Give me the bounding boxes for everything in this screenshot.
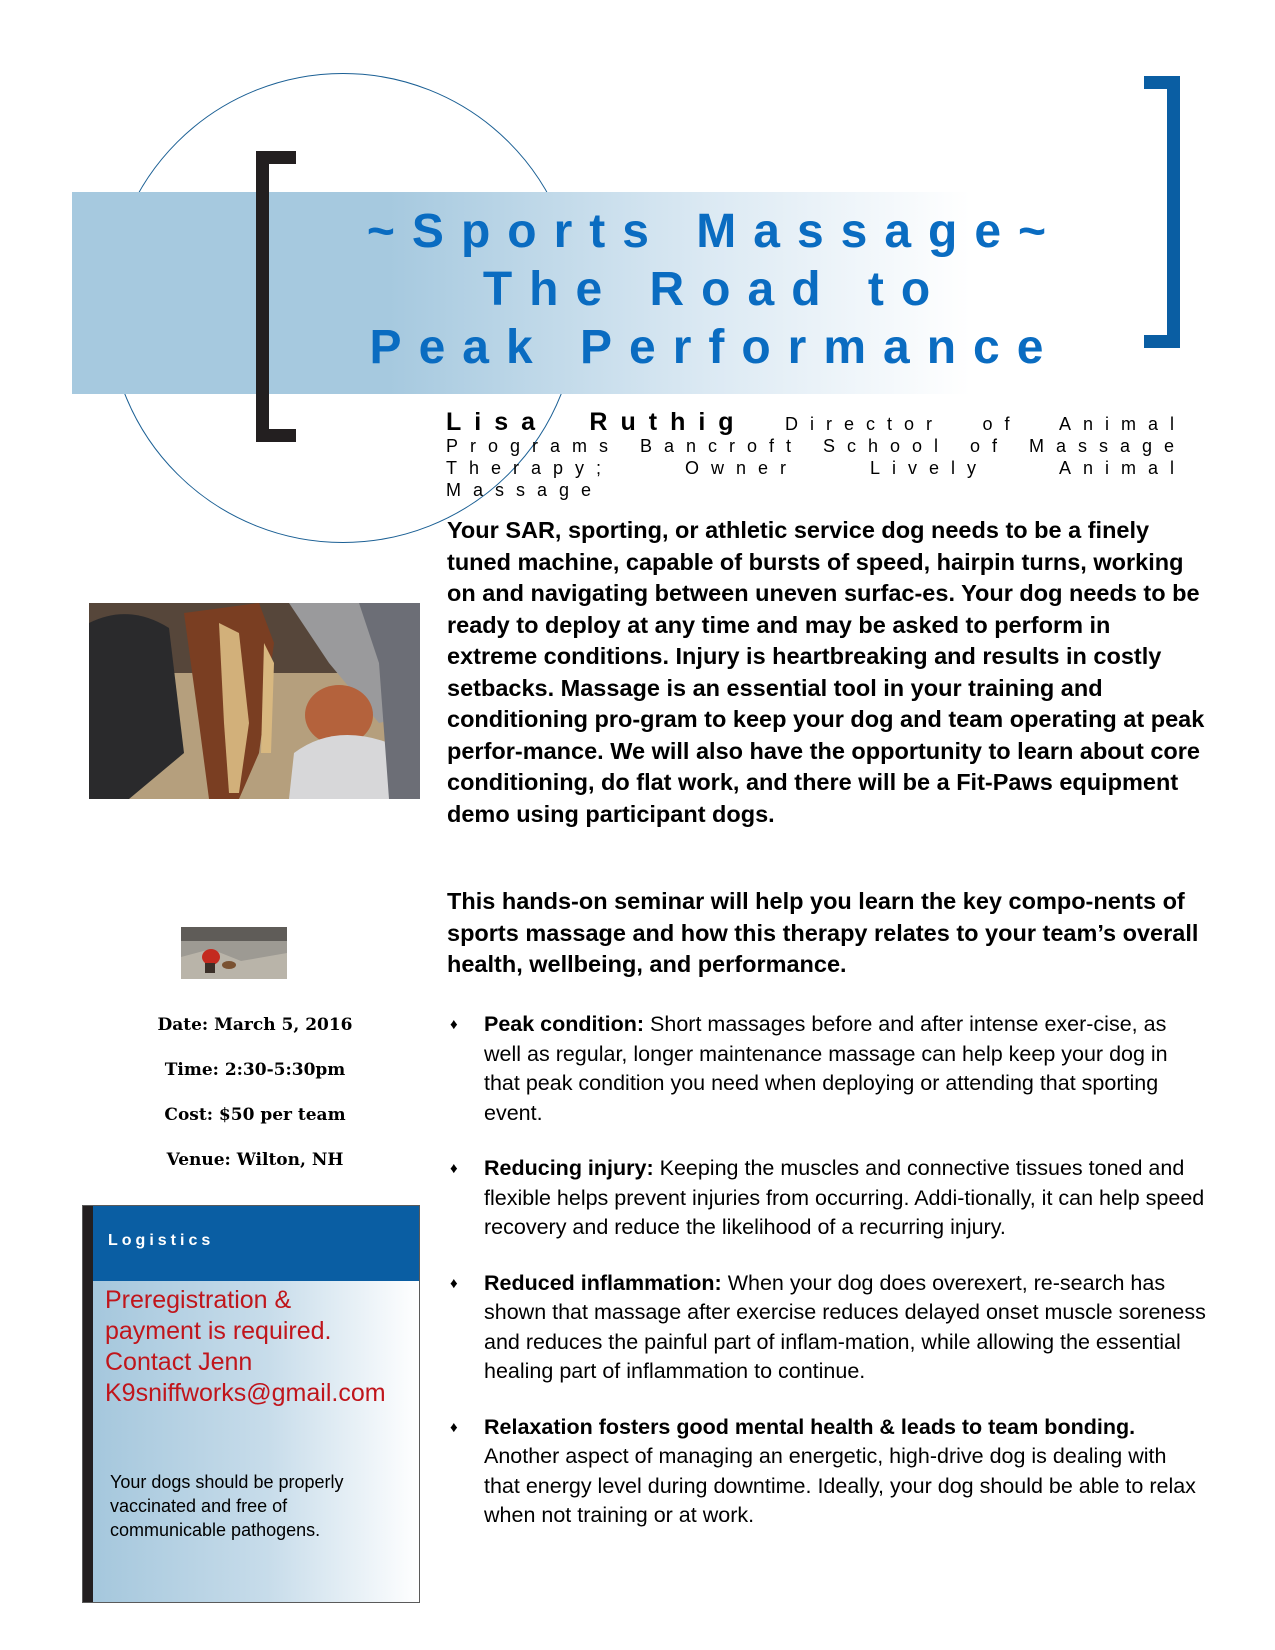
event-cost: Cost: $50 per team [164,1105,346,1125]
title-line-3: Peak Performance [369,321,1061,374]
diamond-bullet-icon: ♦ [450,1418,458,1436]
benefits-list [447,1010,1207,1557]
event-details [90,1015,420,1195]
title-line-1: ~Sports Massage~ [366,205,1064,258]
presenter-byline [446,408,1186,501]
title-line-2: The Road to [482,263,948,316]
diamond-bullet-icon: ♦ [450,1160,458,1177]
logistics-line-3: Contact Jenn [105,1348,253,1376]
search-rescue-photo [181,927,287,979]
benefit-text: Short massages before and after intense exer-cise, as well as regular, longer maintenance massage can help keep your dog in that peak condition you need when deploying or attending that sporting event. [484,1012,1168,1125]
right-bracket-decoration [1144,76,1180,348]
intro-paragraph: Your SAR, sporting, or athletic service dog needs to be a finely tuned machine, capable of bursts of speed, hairpin turns, working on and navigating between uneven surfac-es. Your dog needs to be ready to deploy at any time and may be asked to perform in extreme conditions. Injury is heartbreaking and results in costly setbacks. Massage is an essential tool in your training and conditioning pro-gram to keep your dog and team operating at peak perfor-mance. We will also have the opportunity to learn about core conditioning, do flat work, and there will be a Fit-Paws equipment demo using participant dogs. [447,517,1205,827]
logistics-registration [105,1285,415,1409]
benefit-item [447,1154,1207,1243]
massage-demo-photo [89,603,420,799]
benefit-text: Keeping the muscles and connective tissues toned and flexible helps prevent injuries from occurring. Addi-tionally, it can help speed recovery and reduce the likelihood of a recurring injury. [484,1156,1205,1239]
presenter-name: Lisa Ruthig [446,408,747,436]
benefit-item [447,1413,1207,1531]
benefit-heading: Relaxation fosters good mental health & leads to team bonding. [484,1414,1136,1439]
event-venue: Venue: Wilton, NH [166,1150,344,1170]
benefit-item [447,1010,1207,1128]
logistics-title: Logistics [108,1232,215,1249]
diamond-bullet-icon: ♦ [450,1016,458,1033]
benefit-text: When your dog does overexert, re-search has shown that massage after exercise reduces delayed onset muscle soreness and reduces the painful part of inflam-mation, while allowing the essential healing part of inflammation to continue. [484,1270,1206,1383]
vaccination-note: Your dogs should be properly vaccinated and free of communicable pathogens. [110,1472,344,1540]
event-date: Date: March 5, 2016 [157,1015,353,1035]
massage-demo-photo-graphic [89,603,420,799]
benefit-heading: Reduced inflammation: [484,1270,722,1295]
event-time: Time: 2:30-5:30pm [164,1060,346,1080]
logistics-line-1: Preregistration & [105,1286,292,1314]
left-bracket-decoration [256,151,296,442]
contact-email: K9sniffworks@gmail.com [105,1379,386,1407]
logistics-line-2: payment is required. [105,1317,332,1345]
benefit-heading: Peak condition: [484,1012,645,1036]
logistics-side-bar [83,1206,93,1602]
page-title [300,203,1130,377]
presenter-credentials: Director of Animal Programs Bancroft School of Massage Therapy; Owner Lively Animal Massage [446,414,1186,500]
benefit-item [447,1269,1207,1387]
search-rescue-photo-graphic [181,927,287,979]
seminar-paragraph: This hands-on seminar will help you learn the key compo-nents of sports massage and how this therapy relates to your team’s overall health, wellbeing, and performance. [447,888,1199,977]
diamond-bullet-icon: ♦ [450,1274,458,1292]
benefit-text: Another aspect of managing an energetic, high-drive dog is dealing with that energy level during downtime. Ideally, your dog should be able to relax when not training or at work. [484,1444,1196,1527]
benefit-heading: Reducing injury: [484,1156,654,1180]
